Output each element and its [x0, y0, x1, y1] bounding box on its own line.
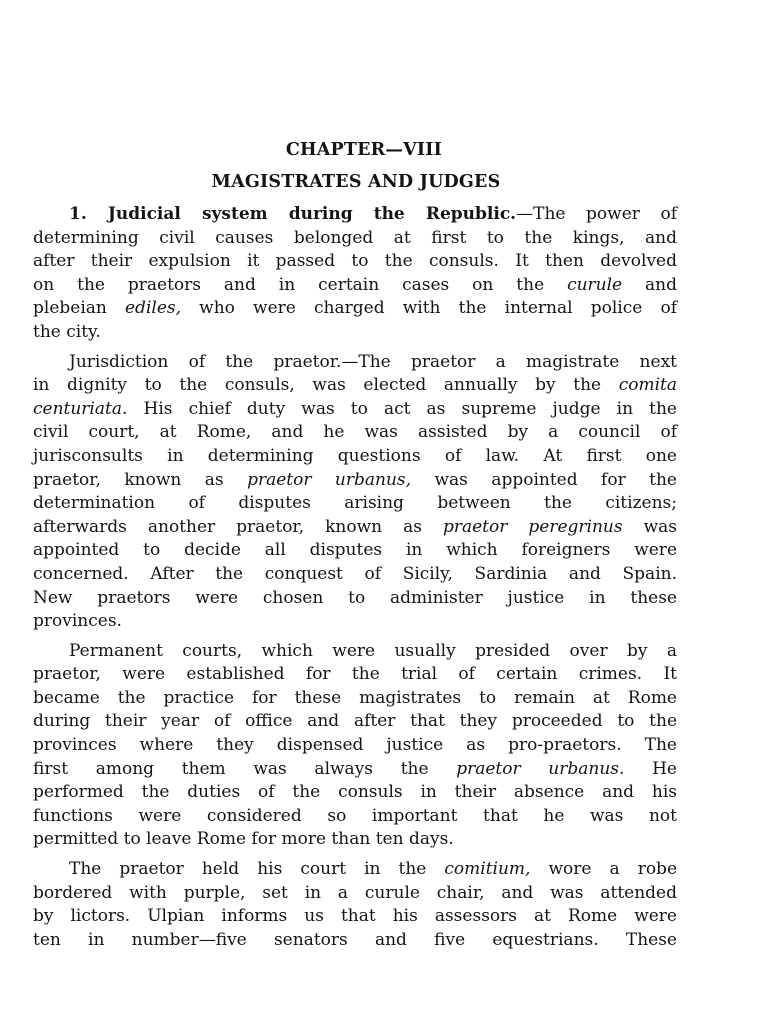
text-line	[33, 781, 677, 805]
text-segment: —The power of	[516, 204, 677, 224]
italic-term: curule	[567, 274, 623, 295]
paragraph	[33, 203, 677, 345]
text-line	[33, 687, 677, 711]
text-line	[33, 516, 677, 540]
text-line	[33, 587, 677, 611]
text-segment: wore a robe	[530, 859, 677, 880]
chapter-number: CHAPTER—VIII	[285, 140, 443, 160]
text-line	[33, 734, 677, 758]
text-segment: provinces where they dispensed justice as pro-praetors. The	[33, 735, 677, 756]
text-segment: and	[622, 274, 677, 295]
italic-term: comitium,	[444, 859, 531, 880]
text-segment: was appointed for the	[411, 469, 677, 490]
text-line	[33, 828, 677, 852]
italic-term: centuriata.	[33, 398, 128, 419]
paragraph	[33, 858, 677, 952]
text-segment: plebeian	[33, 298, 125, 319]
text-segment: concerned. After the conquest of Sicily, Sardinia and Spain.	[33, 563, 677, 584]
text-segment: provinces.	[33, 611, 122, 632]
text-line	[33, 563, 677, 587]
text-segment: Jurisdiction of the praetor.—The praetor a magistrate next	[69, 351, 677, 372]
paragraph	[33, 640, 677, 852]
text-segment: His chief duty was to act as supreme judge in the	[127, 398, 677, 419]
text-line	[33, 858, 677, 882]
text-line	[33, 445, 677, 469]
text-line	[33, 905, 677, 929]
text-line	[33, 758, 677, 782]
text-line	[33, 227, 677, 251]
paragraph	[33, 351, 677, 634]
text-segment: became the practice for these magistrates to remain at Rome	[33, 687, 677, 708]
text-segment: by lictors. Ulpian informs us that his assessors at Rome were	[33, 906, 677, 927]
text-segment: functions were considered so important that he was not	[33, 805, 677, 826]
text-segment: civil court, at Rome, and he was assisted by a council of	[33, 422, 677, 443]
text-segment: during their year of office and after that they proceeded to the	[33, 711, 677, 732]
text-segment: appointed to decide all disputes in which foreigners were	[33, 540, 677, 561]
text-segment: on the praetors and in certain cases on the	[33, 274, 568, 295]
text-line	[33, 421, 677, 445]
text-line	[33, 274, 677, 298]
text-segment: determination of disputes arising between the citizens;	[33, 493, 677, 514]
text-line	[33, 492, 677, 516]
text-line	[33, 250, 677, 274]
text-line	[33, 297, 677, 321]
text-line	[33, 351, 677, 375]
text-line	[33, 663, 677, 687]
italic-term: praetor urbanus.	[456, 758, 625, 779]
italic-term: ediles,	[125, 298, 182, 319]
text-line	[33, 469, 677, 493]
italic-term: praetor urbanus,	[247, 469, 412, 490]
text-segment: He	[624, 758, 677, 779]
text-segment: in dignity to the consuls, was elected annually by the	[33, 375, 619, 396]
text-segment: New praetors were chosen to administer justice in these	[33, 587, 677, 608]
text-line	[33, 882, 677, 906]
text-line	[33, 398, 677, 422]
text-line	[33, 640, 677, 664]
text-line	[33, 321, 677, 345]
text-line	[33, 374, 677, 398]
text-segment: jurisconsults in determining questions of law. At first one	[33, 445, 677, 466]
text-segment: permitted to leave Rome for more than ten days.	[33, 829, 454, 850]
text-segment: The praetor held his court in the	[69, 859, 445, 880]
text-line	[33, 610, 677, 634]
text-line	[33, 805, 677, 829]
text-segment: praetor, known as	[33, 469, 248, 490]
text-segment: determining civil causes belonged at first to the kings, and	[33, 227, 677, 248]
text-segment: the city.	[33, 321, 101, 342]
section-heading: 1. Judicial system during the Republic.	[69, 204, 517, 224]
italic-term: comita	[618, 375, 677, 396]
text-segment: afterwards another praetor, known as	[33, 516, 443, 537]
text-segment: who were charged with the internal police of	[181, 298, 677, 319]
text-line	[33, 929, 677, 953]
text-line	[33, 710, 677, 734]
text-segment: ten in number—five senators and five equestrians. These	[33, 929, 677, 950]
italic-term: praetor peregrinus	[442, 516, 623, 537]
text-line	[33, 539, 677, 563]
text-segment: Permanent courts, which were usually presided over by a	[69, 640, 677, 661]
text-segment: first among them was always the	[33, 758, 457, 779]
text-segment: after their expulsion it passed to the consuls. It then devolved	[33, 251, 677, 272]
text-segment: bordered with purple, set in a curule chair, and was attended	[33, 882, 677, 903]
chapter-title: MAGISTRATES AND JUDGES	[211, 172, 501, 192]
text-segment: was	[622, 516, 677, 537]
chapter-body	[33, 203, 677, 952]
text-segment: praetor, were established for the trial of certain crimes. It	[33, 664, 677, 685]
text-line	[33, 203, 677, 227]
text-segment: performed the duties of the consuls in their absence and his	[33, 782, 677, 803]
